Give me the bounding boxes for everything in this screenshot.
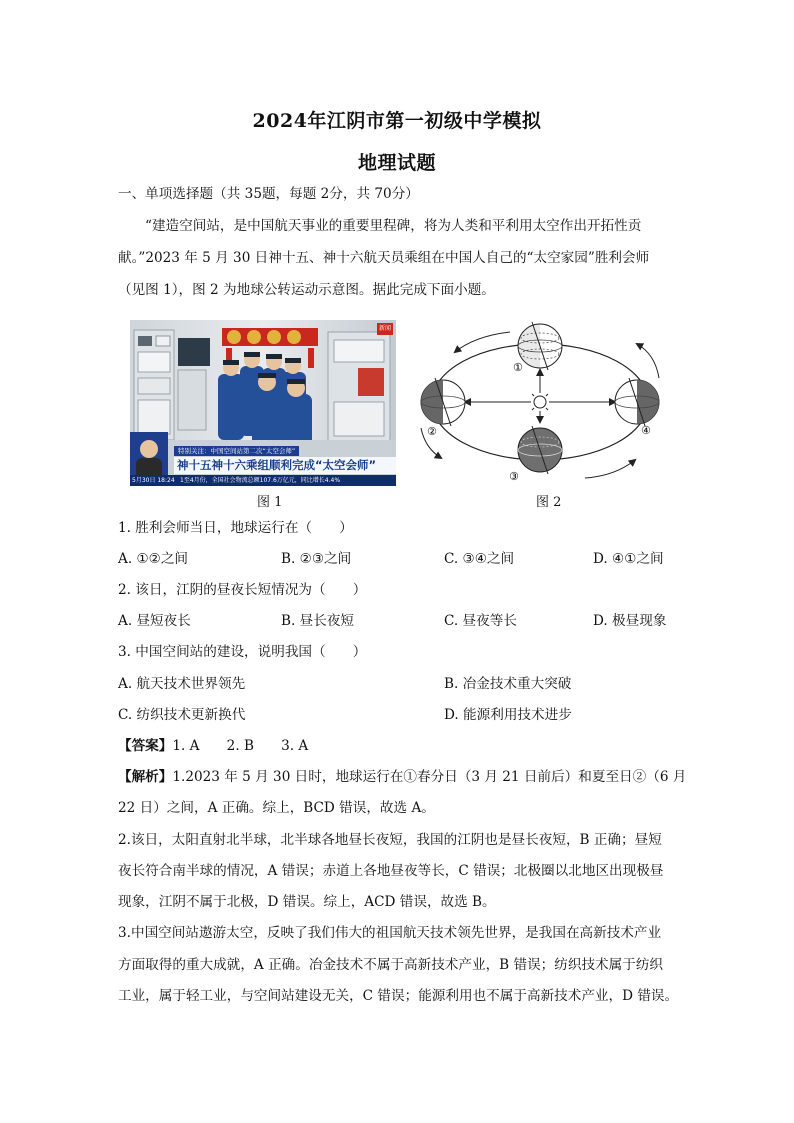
orbit-arrow-top — [455, 332, 510, 352]
question-2-option-d: D. 极昼现象 — [593, 613, 667, 629]
question-3-option-a: A. 航天技术世界领先 — [118, 676, 246, 692]
analysis-line-2: 22 日）之间，A 正确。综上，BCD 错误，故选 A。 — [118, 800, 435, 816]
question-3-option-b: B. 冶金技术重大突破 — [444, 676, 572, 692]
intro-line-1: “建造空间站，是中国航天事业的重要里程碑，将为人类和平利用太空作出开拓性贡 — [145, 218, 642, 234]
analysis-text-1: 1.2023 年 5 月 30 日时，地球运行在①春分日（3 月 21 日前后）和夏至日②（6 月 — [172, 769, 687, 785]
label-4: ④ — [641, 424, 651, 437]
analysis-label: 【解析】 — [118, 769, 173, 785]
earth-position-2 — [421, 378, 465, 426]
label-1: ① — [513, 361, 523, 374]
answer-row — [118, 736, 308, 756]
earth-position-1 — [518, 322, 562, 370]
tv-tag: 特别关注：中国空间站第二次“太空会师” — [174, 446, 299, 456]
question-2-option-a: A. 昼短夜长 — [118, 613, 191, 629]
figure-2-caption: 图 2 — [536, 495, 562, 510]
analysis-line-8: 工业，属于轻工业，与空间站建设无关，C 错误；能源利用也不属于高新技术产业，D 错误。 — [118, 988, 679, 1004]
intro-line-3: （见图 1），图 2 为地球公转运动示意图。据此完成下面小题。 — [118, 282, 495, 298]
question-2-option-b: B. 昼长夜短 — [281, 613, 355, 629]
earth-position-3 — [518, 426, 562, 474]
label-2: ② — [427, 425, 437, 438]
analysis-line-1 — [118, 767, 686, 787]
page-subtitle: 地理试题 — [357, 152, 436, 174]
analysis-line-6: 3.中国空间站遨游太空，反映了我们伟大的祖国航天技术领先世界，是我国在高新技术产业 — [118, 925, 662, 941]
section-heading: 一、单项选择题（共 35题，每题 2分，共 70分） — [118, 186, 419, 202]
figure-2-orbit-diagram — [415, 318, 665, 488]
analysis-line-4: 夜长符合南半球的情况，A 错误；赤道上各地昼夜等长，C 错误；北极圈以北地区出现极昼 — [118, 863, 664, 879]
question-1-option-a: A. ①②之间 — [118, 551, 189, 567]
question-3-stem: 3. 中国空间站的建设，说明我国（ ） — [118, 644, 367, 660]
question-1-option-b: B. ②③之间 — [281, 551, 352, 567]
question-2-option-c: C. 昼夜等长 — [444, 613, 517, 629]
orbit-arrow-right — [637, 344, 659, 378]
orbit-arrow-bottom — [585, 460, 635, 478]
page-title: 2024年江阴市第一初级中学模拟 — [252, 110, 542, 132]
answer-label: 【答案】 — [118, 738, 173, 754]
question-2-stem: 2. 该日，江阴的昼夜长短情况为（ ） — [118, 582, 367, 598]
tv-ticker: 1至4月份，全国社会物流总额107.6万亿元，同比增长4.4% — [180, 477, 341, 484]
earth-position-4 — [615, 378, 659, 426]
question-3-option-c: C. 纺织技术更新换代 — [118, 707, 246, 723]
question-3-option-d: D. 能源利用技术进步 — [444, 707, 572, 723]
question-1-stem: 1. 胜利会师当日，地球运行在（ ） — [118, 520, 353, 536]
analysis-line-5: 现象，江阴不属于北极，D 错误。综上，ACD 错误，故选 B。 — [118, 894, 496, 910]
sun-icon — [528, 390, 552, 414]
label-3: ③ — [509, 470, 519, 483]
analysis-line-7: 方面取得的重大成就，A 正确。冶金技术不属于高新技术产业，B 错误；纺织技术属于纺织 — [118, 957, 664, 973]
tv-headline: 神十五神十六乘组顺利完成“太空会师” — [174, 457, 396, 474]
channel-logo: 新闻 — [377, 323, 393, 335]
figure-1-photo — [130, 320, 396, 486]
question-1-option-c: C. ③④之间 — [444, 551, 515, 567]
intro-line-2: 献。”2023 年 5 月 30 日神十五、神十六航天员乘组在中国人自己的“太空家园”胜利会师 — [118, 250, 650, 266]
figure-1-caption: 图 1 — [257, 495, 283, 510]
answer-text: 1. A 2. B 3. A — [172, 738, 309, 754]
signer-face — [140, 440, 158, 458]
analysis-line-3: 2.该日，太阳直射北半球，北半球各地昼长夜短，我国的江阴也是昼长夜短，B 正确；昼短 — [118, 832, 662, 848]
question-1-option-d: D. ④①之间 — [593, 551, 664, 567]
tv-date: 5月30日 18:24 — [132, 477, 175, 484]
